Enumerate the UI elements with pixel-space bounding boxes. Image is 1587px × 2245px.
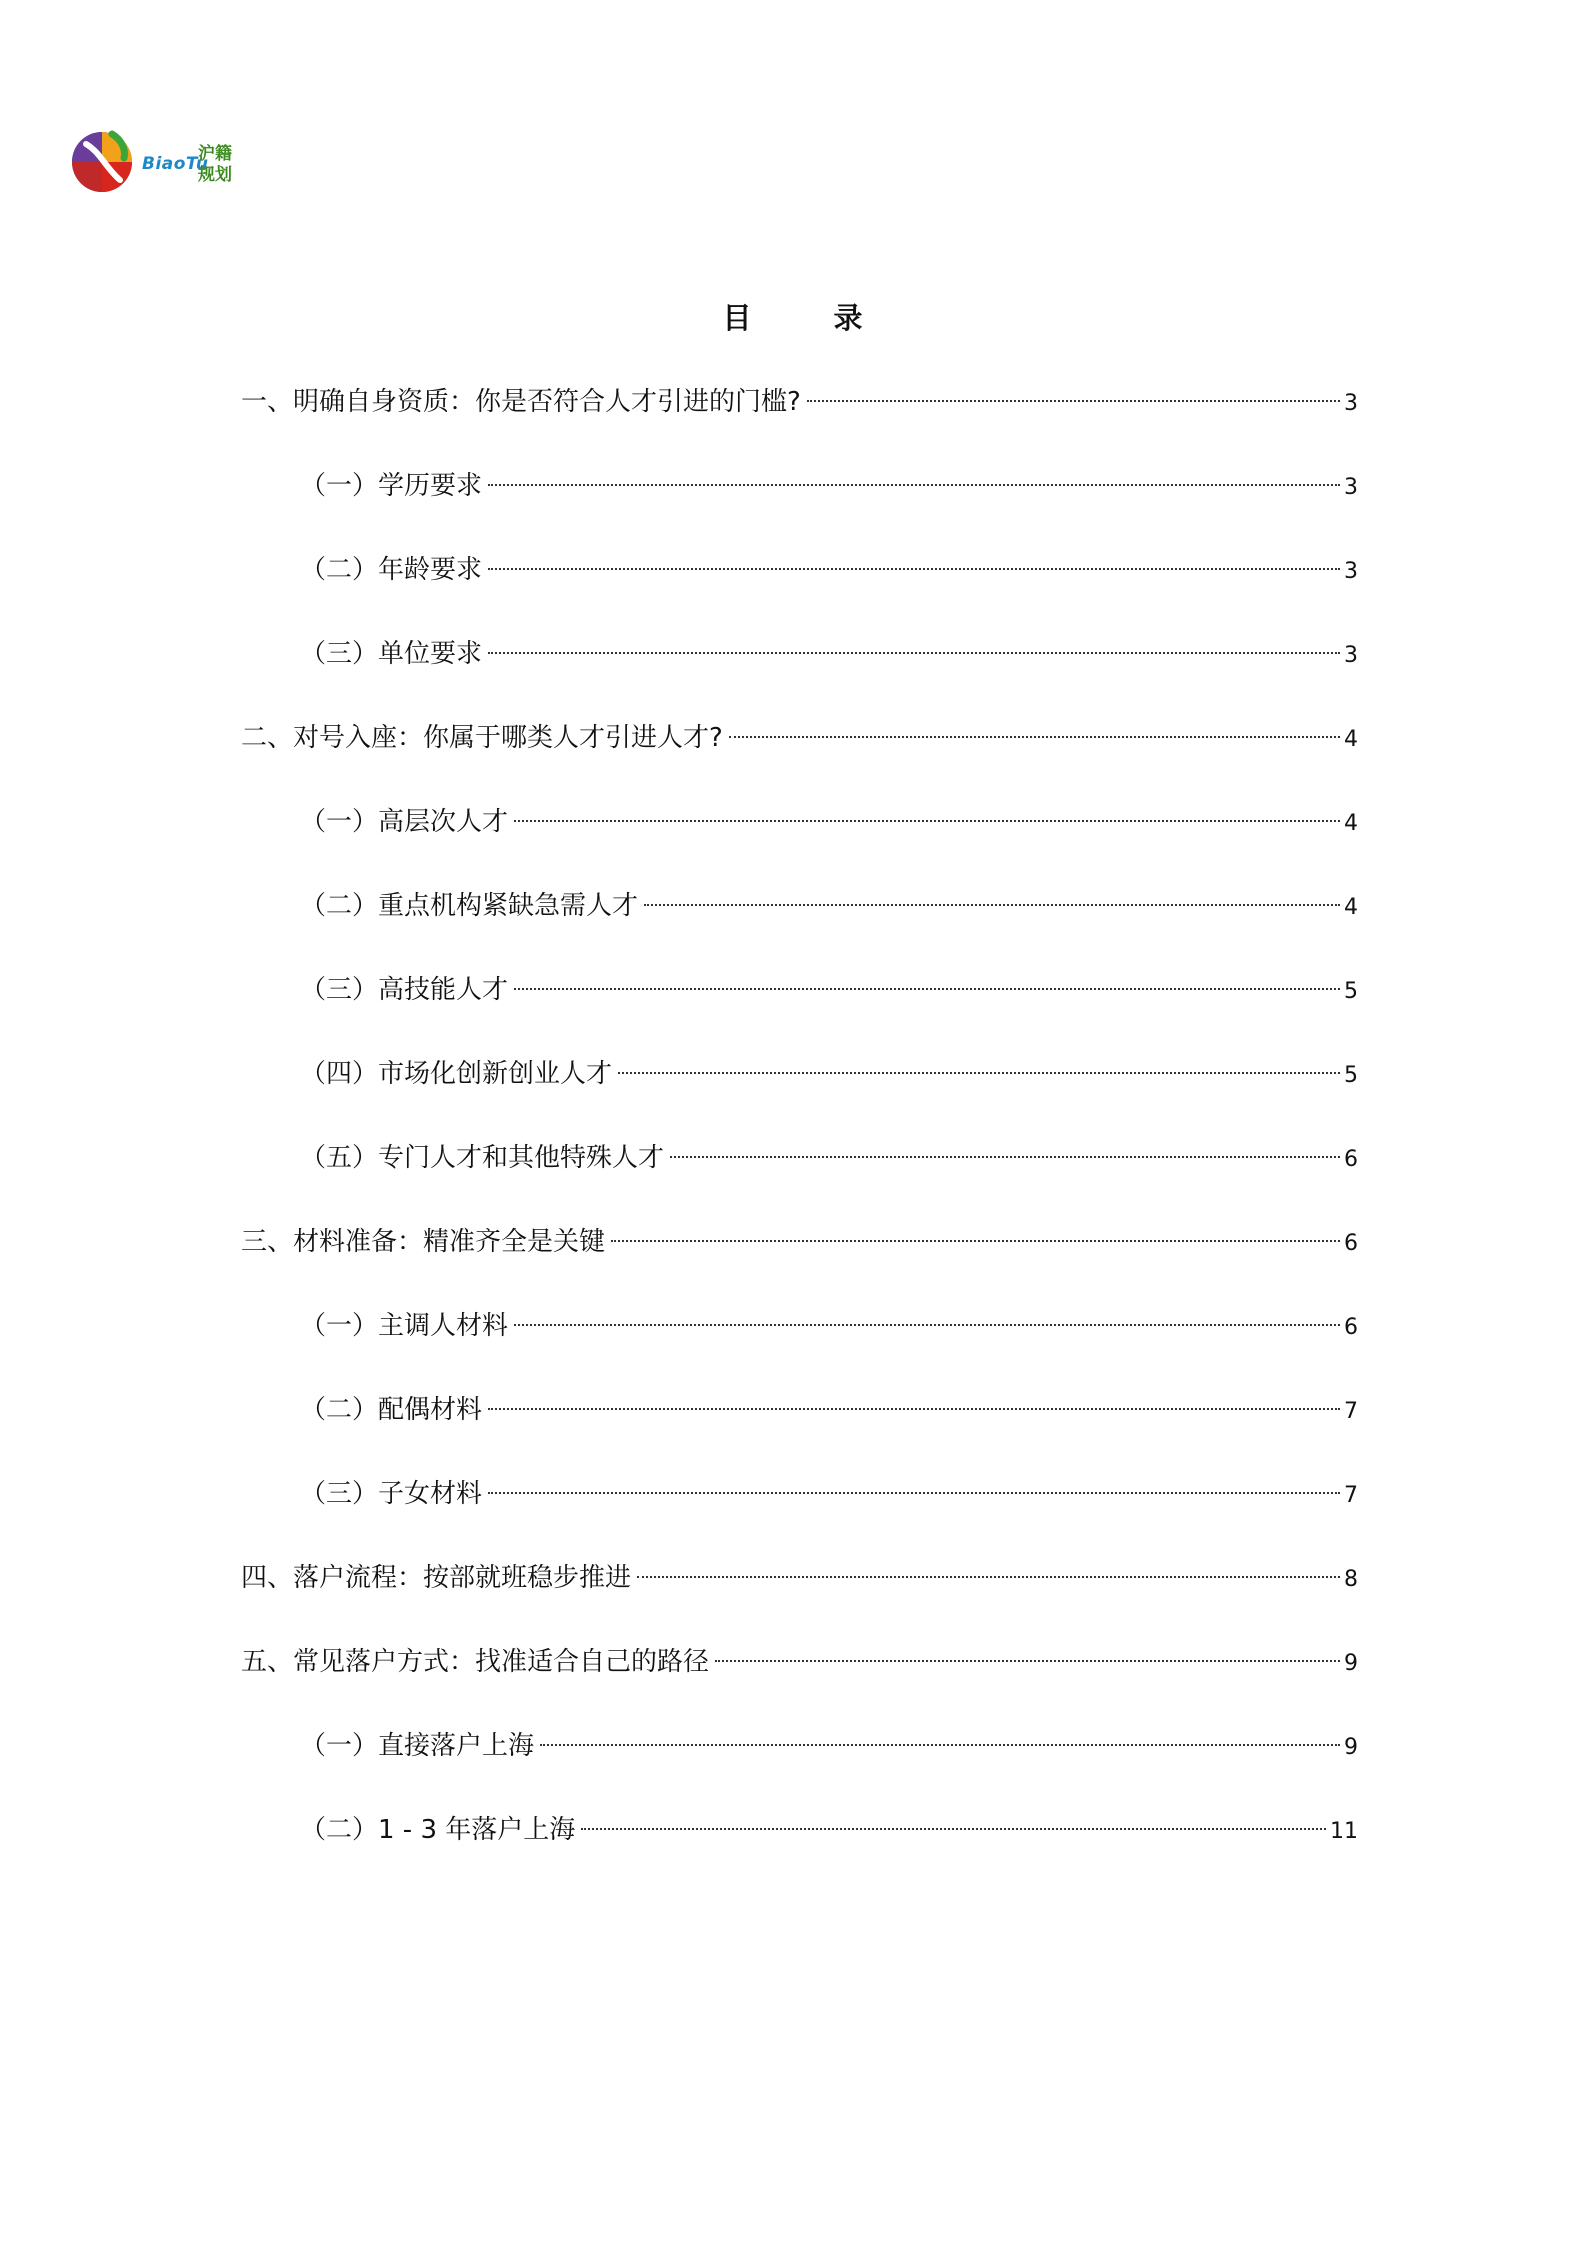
- toc-entry-label: （一）学历要求: [300, 471, 483, 501]
- toc-leader: [488, 652, 1340, 654]
- toc-leader: [514, 820, 1340, 822]
- toc-page-number: 11: [1330, 1819, 1358, 1844]
- toc-entry-label: （一）高层次人才: [300, 807, 509, 837]
- toc-page-number: 9: [1344, 1735, 1358, 1760]
- toc-page-number: 7: [1344, 1399, 1358, 1424]
- toc-entry-label: （二）重点机构紧缺急需人才: [300, 891, 639, 921]
- toc-leader: [715, 1660, 1340, 1662]
- toc-page-number: 6: [1344, 1147, 1358, 1172]
- toc-leader: [807, 400, 1340, 402]
- toc-entry-label: （二）配偶材料: [300, 1395, 483, 1425]
- toc-entry-label: （二）年龄要求: [300, 555, 483, 585]
- toc-title-left: 目: [722, 301, 754, 335]
- toc-entry-label: 四、落户流程：按部就班稳步推进: [241, 1563, 632, 1593]
- toc-title-right: 录: [833, 301, 865, 335]
- toc-page-number: 8: [1344, 1567, 1358, 1592]
- logo-cn-text: 沪籍规划: [198, 144, 232, 185]
- toc-entry-3-2[interactable]: [300, 1390, 1358, 1430]
- toc-page-number: 4: [1344, 895, 1358, 920]
- toc-entry-label: 二、对号入座：你属于哪类人才引进人才?: [241, 723, 723, 753]
- toc-page-number: 3: [1344, 643, 1358, 668]
- toc-page-number: 3: [1344, 391, 1358, 416]
- toc-entry-2[interactable]: [241, 718, 1358, 758]
- toc-entry-label: 五、常见落户方式：找准适合自己的路径: [241, 1647, 710, 1677]
- toc-leader: [729, 736, 1340, 738]
- toc-leader: [488, 568, 1340, 570]
- toc-entry-label: 一、明确自身资质：你是否符合人才引进的门槛?: [241, 387, 801, 417]
- toc-entry-2-5[interactable]: [300, 1138, 1358, 1178]
- toc-leader: [644, 904, 1340, 906]
- toc-entry-1-1[interactable]: [300, 466, 1358, 506]
- logo-brand-text: BiaoTu: [142, 154, 209, 174]
- toc-entry-1-3[interactable]: [300, 634, 1358, 674]
- toc-leader: [618, 1072, 1340, 1074]
- toc-leader: [488, 1492, 1340, 1494]
- toc-entry-3[interactable]: [241, 1222, 1358, 1262]
- toc-page-number: 5: [1344, 979, 1358, 1004]
- toc-entry-5[interactable]: [241, 1642, 1358, 1682]
- toc-entry-2-3[interactable]: [300, 970, 1358, 1010]
- toc-page-number: 6: [1344, 1315, 1358, 1340]
- toc-page-number: 4: [1344, 811, 1358, 836]
- toc-leader: [514, 1324, 1340, 1326]
- toc-entry-3-3[interactable]: [300, 1474, 1358, 1514]
- toc-entry-label: （三）高技能人才: [300, 975, 509, 1005]
- toc-leader: [488, 484, 1340, 486]
- toc-entry-3-1[interactable]: [300, 1306, 1358, 1346]
- toc-page-number: 4: [1344, 727, 1358, 752]
- toc-entry-label: （一）主调人材料: [300, 1311, 509, 1341]
- toc-leader: [581, 1828, 1326, 1830]
- toc-entry-2-2[interactable]: [300, 886, 1358, 926]
- toc-entry-label: （五）专门人才和其他特殊人才: [300, 1143, 665, 1173]
- toc-leader: [611, 1240, 1340, 1242]
- toc-page-number: 9: [1344, 1651, 1358, 1676]
- toc-entry-4[interactable]: [241, 1558, 1358, 1598]
- toc-leader: [514, 988, 1340, 990]
- toc-entry-5-1[interactable]: [300, 1726, 1358, 1766]
- toc-leader: [540, 1744, 1340, 1746]
- toc-entry-2-4[interactable]: [300, 1054, 1358, 1094]
- toc-entry-label: 三、材料准备：精准齐全是关键: [241, 1227, 606, 1257]
- toc-page-number: 3: [1344, 475, 1358, 500]
- toc-page-number: 3: [1344, 559, 1358, 584]
- toc-leader: [637, 1576, 1340, 1578]
- toc-entry-5-2[interactable]: [300, 1810, 1358, 1850]
- toc-page-number: 7: [1344, 1483, 1358, 1508]
- toc-entry-label: （三）子女材料: [300, 1479, 483, 1509]
- toc-page-number: 5: [1344, 1063, 1358, 1088]
- toc-entry-2-1[interactable]: [300, 802, 1358, 842]
- toc-entry-label: （四）市场化创新创业人才: [300, 1059, 613, 1089]
- toc-entry-label: （三）单位要求: [300, 639, 483, 669]
- toc-entry-label: （二）1 - 3 年落户上海: [300, 1815, 576, 1845]
- toc-entry-1-2[interactable]: [300, 550, 1358, 590]
- toc-entry-1[interactable]: [241, 382, 1358, 422]
- toc-entry-label: （一）直接落户上海: [300, 1731, 535, 1761]
- toc-leader: [670, 1156, 1340, 1158]
- toc-leader: [488, 1408, 1340, 1410]
- toc-page-number: 6: [1344, 1231, 1358, 1256]
